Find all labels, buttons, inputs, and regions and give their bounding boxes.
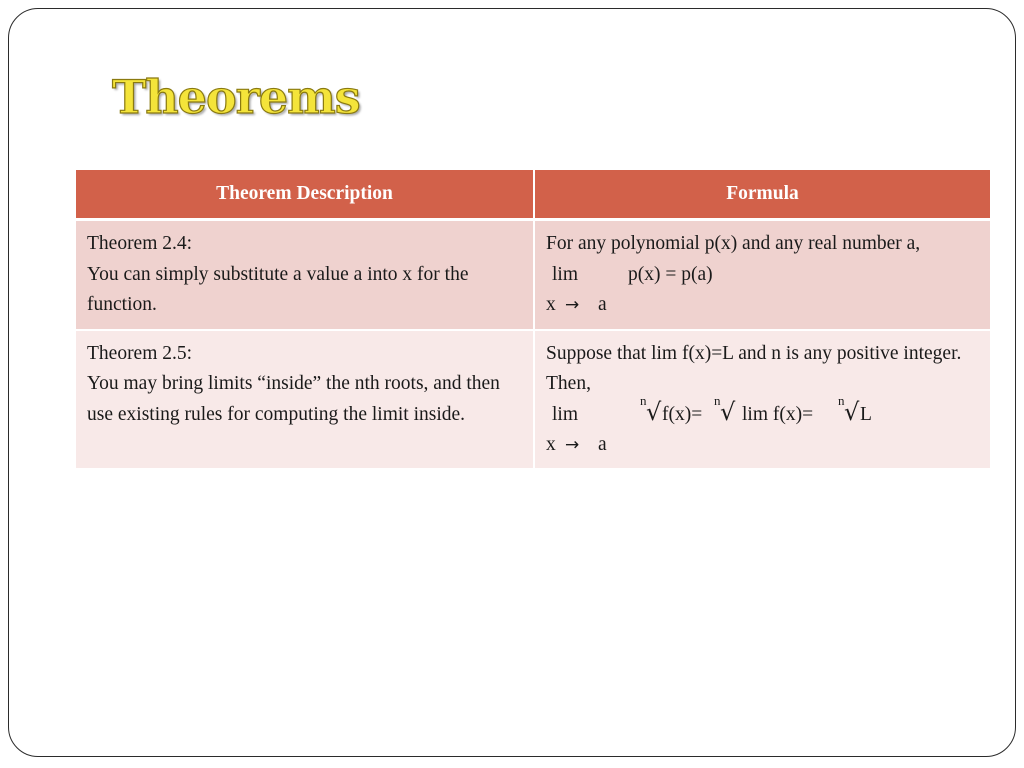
formula-intro: For any polynomial p(x) and any real number a, [546,233,921,254]
theorem-description-cell [76,220,534,330]
formula-part-2: lim f(x)= [742,403,814,425]
formula-intro: Suppose that lim f(x)=L and n is any positive integer. Then, [546,342,962,394]
slide-title: Theorems [112,70,360,124]
formula-part-3: L [860,403,872,425]
theorem-heading: Theorem 2.4: [87,233,193,254]
table-row [76,220,990,330]
limit-subscript-line [546,290,980,320]
theorems-table [76,170,990,470]
formula-expression-line [546,260,980,290]
arrow-right-icon: → [565,294,580,315]
limit-subscript-line [546,430,980,460]
formula-expression-line [546,392,980,430]
theorem-heading: Theorem 2.5: [87,342,193,364]
formula-part-1: f(x)= [662,403,703,425]
theorem-text: You may bring limits “inside” the nth roots, and then use existing rules for computing the limit inside. [87,373,500,425]
root-index: n [640,392,647,408]
radical-icon: √ [844,397,860,426]
subscript-value: a [598,293,607,315]
theorem-description-cell [76,330,534,469]
formula-cell [534,330,990,469]
header-formula: Formula [534,170,990,220]
table-header-row [76,170,990,220]
root-index: n [714,392,721,408]
subscript-value: a [598,433,607,455]
formula-expression: p(x) = p(a) [628,263,713,285]
radical-icon: √ [720,397,736,426]
formula-cell [534,220,990,330]
root-index: n [838,392,845,408]
lim-operator: lim [552,403,579,425]
lim-operator: lim [552,263,579,285]
table-row [76,330,990,469]
theorem-text: You can simply substitute a value a into x for the function. [87,263,469,315]
header-theorem-description: Theorem Description [76,170,534,220]
subscript-variable: x [546,293,556,315]
radical-icon: √ [646,397,662,426]
subscript-variable: x [546,433,556,455]
arrow-right-icon: → [565,434,580,455]
